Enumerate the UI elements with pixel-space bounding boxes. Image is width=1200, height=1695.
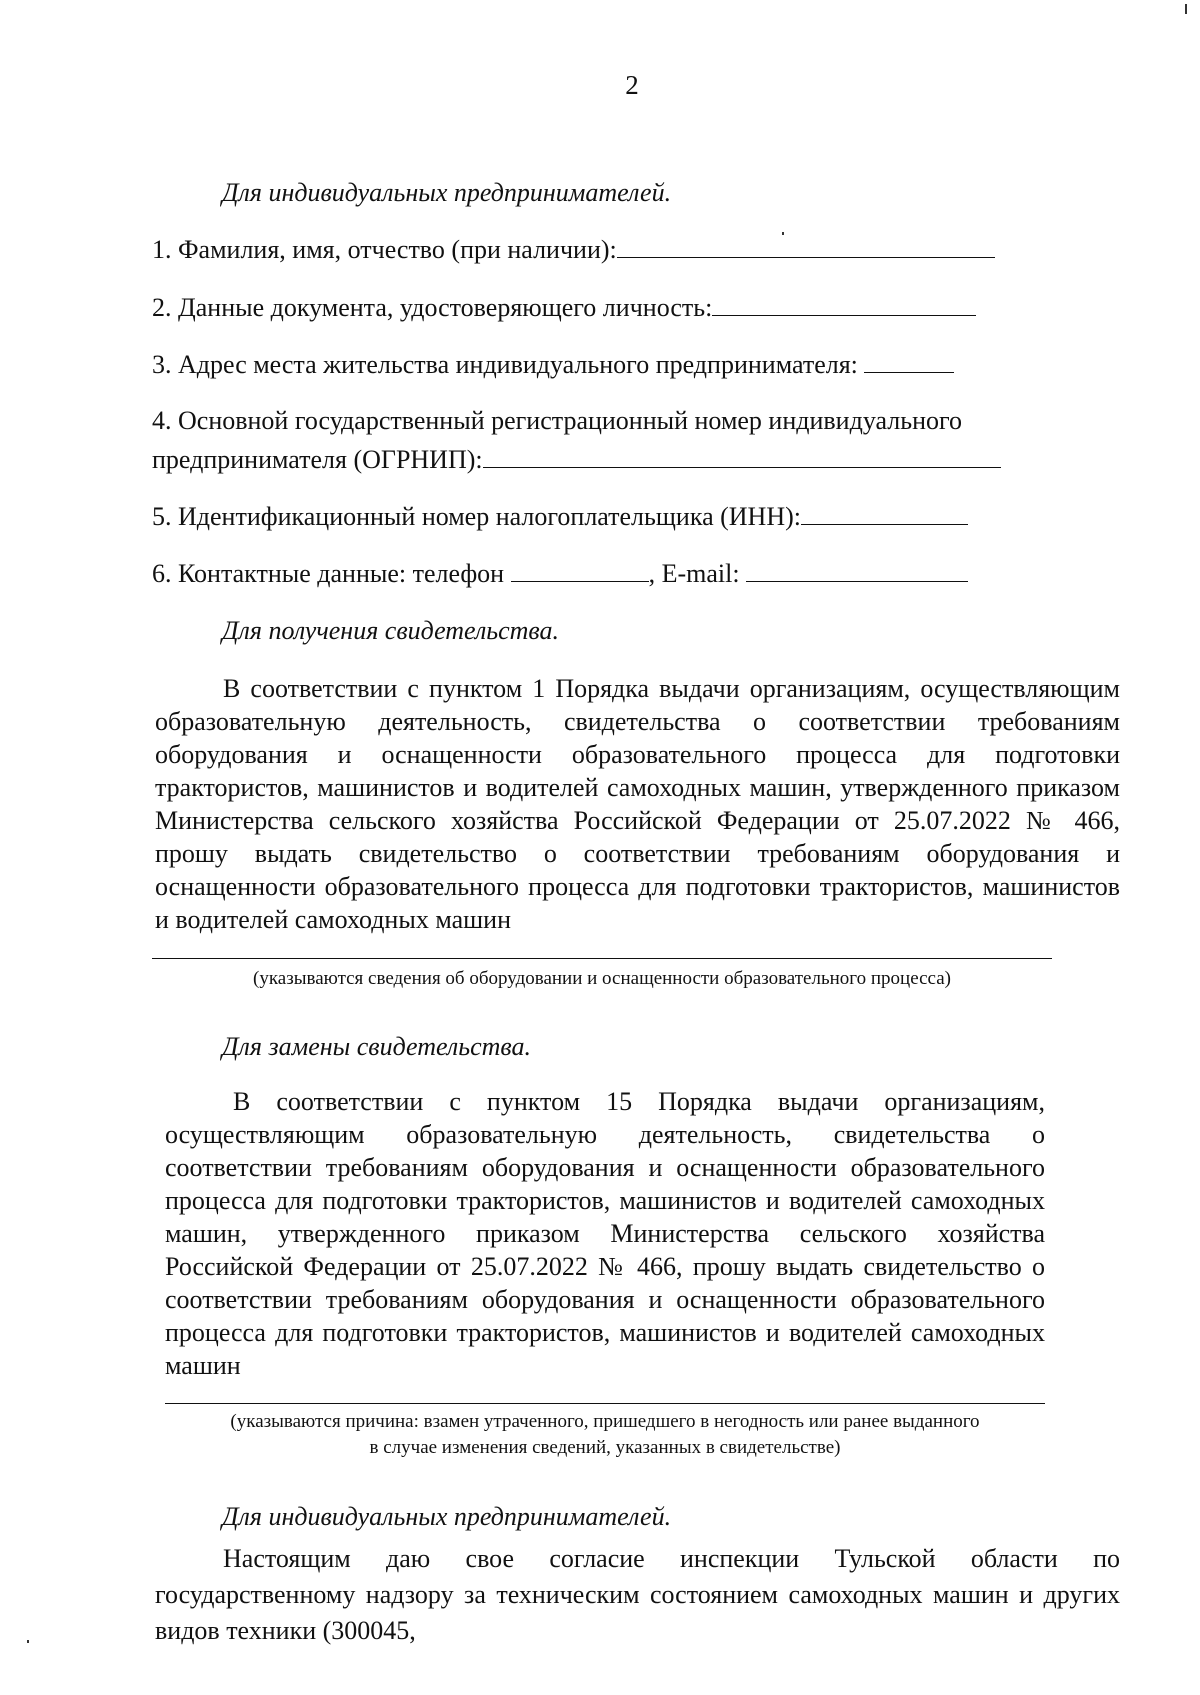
obtain-note: (указываются сведения об оборудовании и оснащенности образовательного процесса) [253, 968, 951, 989]
field-label: 5. Идентификационный номер налогоплательщика (ИНН): [152, 502, 801, 531]
replace-note-line2: в случае изменения сведений, указанных в свидетельстве) [369, 1437, 841, 1458]
replace-fill-line[interactable] [165, 1403, 1045, 1404]
blank-line[interactable] [712, 291, 976, 316]
scan-speck [1185, 4, 1187, 14]
phone-blank-line[interactable] [511, 557, 649, 582]
replace-paragraph: В соответствии с пунктом 15 Порядка выдачи организациям, осуществляющим образовательную деятельность, свидетельства о соответствии требованиям оборудования и оснащенности образовательного процесса для подготовки трактористов, машинистов и водителей самоходных машин, утвержденного приказом Министерства сельского хозяйства Российской Федерации от 25.07.2022 № 466, прошу выдать свидетельство о соответствии требованиям оборудования и оснащенности образовательного процесса для подготовки трактористов, машинистов и водителей самоходных машин [165, 1087, 1045, 1380]
field-full-name [152, 233, 995, 267]
field-label: 1. Фамилия, имя, отчество (при наличии): [152, 235, 617, 264]
field-label: 2. Данные документа, удостоверяющего личность: [152, 293, 713, 322]
scan-speck [782, 232, 784, 235]
blank-line[interactable] [801, 500, 968, 525]
replace-note-line1: (указываются причина: взамен утраченного, пришедшего в негодность или ранее выданного [230, 1411, 980, 1432]
field-ogrnip-label-line1: 4. Основной государственный регистрационный номер индивидуального [152, 406, 963, 435]
field-residence-address [152, 348, 954, 382]
obtain-heading: Для получения свидетельства. [222, 616, 560, 645]
consent-paragraph: Настоящим даю свое согласие инспекции Тульской области по государственному надзору за техническим состоянием самоходных машин и других видов техники (300045, [155, 1544, 1120, 1645]
blank-line[interactable] [617, 233, 995, 258]
field-label: предпринимателя (ОГРНИП): [152, 445, 483, 474]
separator: , [648, 559, 656, 588]
obtain-fill-line[interactable] [152, 958, 1052, 959]
blank-line[interactable] [483, 443, 1001, 468]
email-blank-line[interactable] [746, 557, 968, 582]
field-identity-document [152, 291, 976, 325]
page-number: 2 [625, 70, 639, 100]
field-label: 3. Адрес места жительства индивидуального предпринимателя: [152, 350, 858, 379]
field-contacts [152, 557, 968, 591]
field-inn [152, 500, 968, 534]
field-ogrnip [152, 443, 1001, 477]
field-label: 6. Контактные данные: телефон [152, 559, 505, 588]
blank-line[interactable] [864, 348, 954, 373]
obtain-paragraph: В соответствии с пунктом 1 Порядка выдачи организациям, осуществляющим образовательную деятельность, свидетельства о соответствии требованиям оборудования и оснащенности образовательного процесса для подготовки трактористов, машинистов и водителей самоходных машин, утвержденного приказом Министерства сельского хозяйства Российской Федерации от 25.07.2022 № 466, прошу выдать свидетельство о соответствии требованиям оборудования и оснащенности образовательного процесса для подготовки трактористов, машинистов и водителей самоходных машин [155, 674, 1120, 934]
consent-heading: Для индивидуальных предпринимателей. [222, 1502, 672, 1531]
scan-speck [27, 1640, 29, 1643]
email-label: E-mail: [661, 559, 740, 588]
replace-heading: Для замены свидетельства. [222, 1032, 532, 1061]
ip-section-heading: Для индивидуальных предпринимателей. [222, 178, 672, 207]
